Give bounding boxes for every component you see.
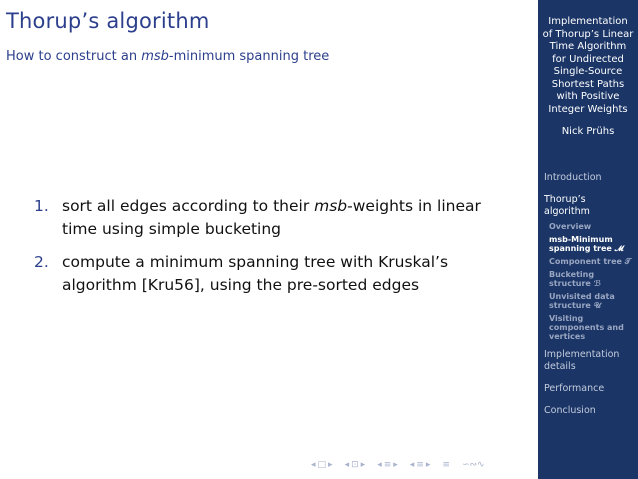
sidebar-item-performance[interactable]: Performance — [544, 383, 605, 394]
frame-subtitle — [6, 49, 329, 64]
list-item-number: 1. — [34, 197, 49, 215]
list-item — [34, 251, 504, 297]
list-item-text-em: msb — [314, 197, 348, 215]
sidebar-item-introduction[interactable]: Introduction — [544, 172, 602, 183]
subsection-prev-icon[interactable]: ◂ — [344, 460, 350, 470]
sidebar-subsections — [549, 222, 634, 341]
frame-icon[interactable]: □ — [317, 460, 327, 470]
sidebar-subitem-unvisited[interactable]: Unvisited data structure 𝒰 — [549, 292, 615, 310]
sidebar-subitem-overview[interactable]: Overview — [549, 222, 592, 231]
subtitle-pre: How to construct an — [6, 49, 142, 64]
sidebar-item-conclusion[interactable]: Conclusion — [544, 405, 596, 416]
sidebar-subitem-component-tree[interactable]: Component tree 𝒯 — [549, 257, 631, 266]
align-icon[interactable]: ≡ — [442, 460, 450, 470]
list-item — [34, 195, 504, 241]
subtitle-post: -minimum spanning tree — [168, 49, 330, 64]
subsection2-prev-icon[interactable]: ◂ — [409, 460, 415, 470]
list-item-text — [62, 195, 504, 241]
sidebar — [538, 0, 638, 479]
frame-title: Thorup’s algorithm — [6, 9, 210, 33]
sidebar-item-implementation-details[interactable]: Implementation details — [544, 349, 620, 372]
subsection-icon[interactable]: ⊡ — [351, 460, 359, 470]
sidebar-subitem-bucketing[interactable]: Bucketing structure ℬ — [549, 270, 602, 288]
subsection-next-icon[interactable]: ▸ — [360, 460, 366, 470]
list-item-text — [62, 251, 504, 297]
sidebar-item-thorups-algorithm[interactable]: Thorup’s algorithm — [544, 194, 590, 217]
list-item-text-pre: sort all edges according to their — [62, 197, 315, 215]
subtitle-em: msb — [141, 49, 169, 64]
beamer-navigation-bar — [311, 458, 485, 472]
subsection2-icon[interactable]: ≡ — [416, 460, 424, 470]
search-icon[interactable]: ∽∾∿ — [461, 460, 485, 470]
section-icon[interactable]: ≡ — [383, 460, 392, 470]
enumerated-list — [34, 195, 504, 307]
subsection2-next-icon[interactable]: ▸ — [425, 460, 431, 470]
section-next-icon[interactable]: ▸ — [393, 460, 398, 470]
list-item-text-post: -weights in linear time using simple bucketing — [62, 197, 481, 238]
sidebar-subitem-visiting[interactable]: Visiting components and vertices — [549, 314, 624, 341]
sidebar-author[interactable]: Nick Prühs — [561, 126, 615, 137]
list-item-text-pre: compute a minimum spanning tree with Kruskal’s algorithm [Kru56], using the pre-sorted edges — [62, 253, 449, 294]
section-prev-icon[interactable]: ◂ — [377, 460, 382, 470]
frame-prev-icon[interactable]: ◂ — [311, 460, 316, 470]
sidebar-talk-title[interactable]: Implementation of Thorup’s Linear Time Algorithm for Undirected Single-Source Shortest Paths with Positive Integer Weights — [542, 16, 634, 115]
list-item-number: 2. — [34, 253, 49, 271]
sidebar-sections — [544, 172, 634, 427]
frame-next-icon[interactable]: ▸ — [328, 460, 333, 470]
sidebar-subitem-msb-mst[interactable]: msb-Minimum spanning tree 𝓜 — [549, 235, 624, 253]
